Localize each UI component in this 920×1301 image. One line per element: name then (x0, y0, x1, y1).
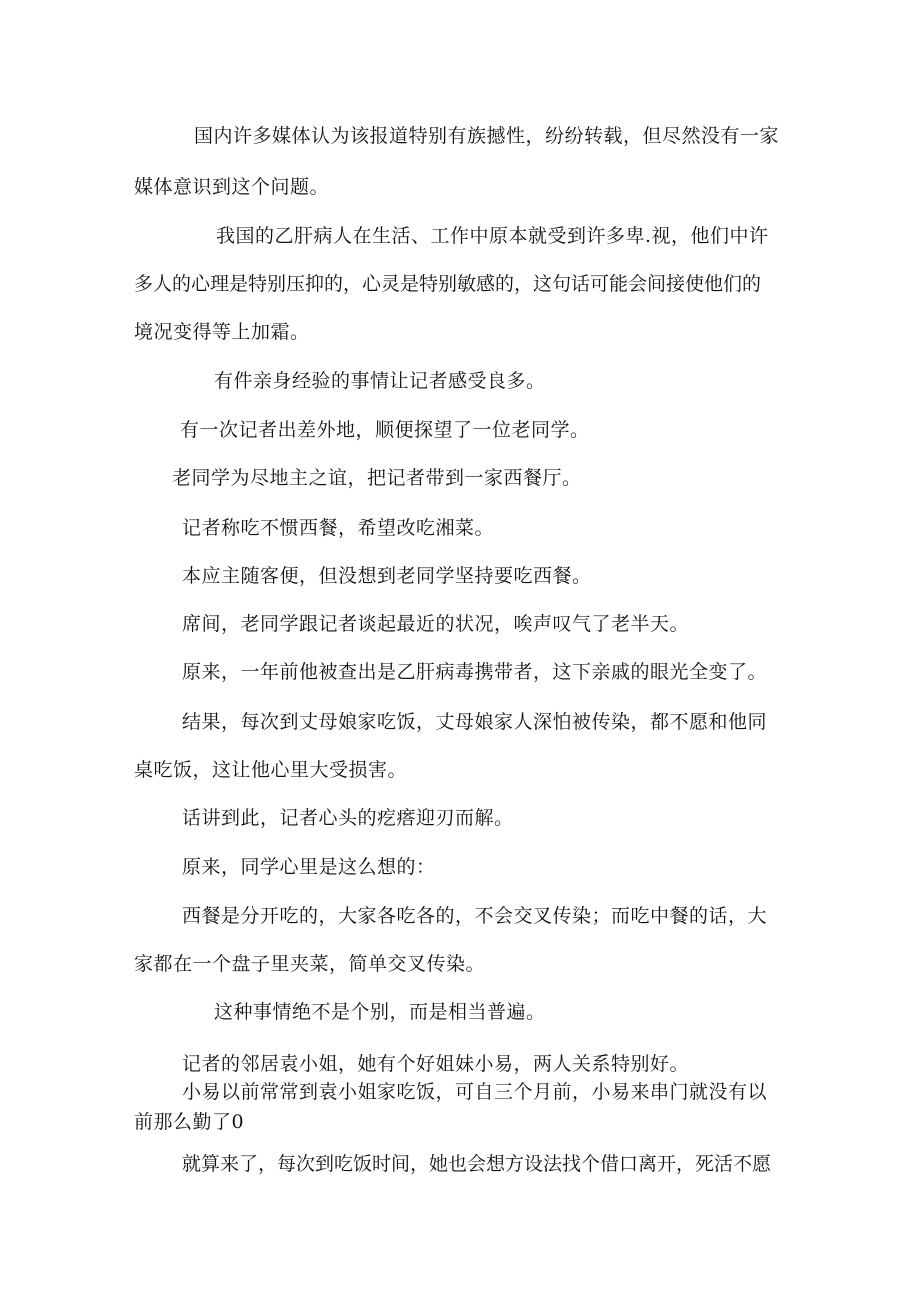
text-line: 这种事情绝不是个别，而是相当普遍。 (214, 1001, 546, 1023)
text-line: 国内许多媒体认为该报道特别有族撼性，纷纷转载，但尽然没有一家 (194, 125, 780, 147)
text-line: 老同学为尽地主之谊，把记者带到一家西餐厅。 (172, 467, 582, 489)
text-line: 有一次记者出差外地，顺便探望了一位老同学。 (180, 419, 590, 441)
text-line: 记者称吃不惯西餐，希望改吃湘菜。 (182, 517, 495, 539)
text-line: 话讲到此，记者心头的疙瘩迎刃而解。 (182, 807, 514, 829)
text-line: 席间，老同学跟记者谈起最近的状况，唉声叹气了老半天。 (182, 613, 690, 635)
text-line: 家都在一个盘子里夹菜，简单交叉传染。 (134, 953, 486, 975)
text-line: 原来，同学心里是这么想的： (182, 856, 436, 878)
text-line: 就算来了，每次到吃饭时间，她也会想方设法找个借口离开，死活不愿 (182, 1153, 772, 1175)
text-line: 有件亲身经验的事情让记者感受良多。 (214, 370, 546, 392)
text-line: 原来，一年前他被查出是乙肝病毒携带者，这下亲戚的眼光全变了。 (182, 661, 768, 683)
text-line: 西餐是分开吃的，大家各吃各的，不会交叉传染；而吃中餐的话，大 (182, 905, 768, 927)
text-line: 媒体意识到这个问题。 (134, 176, 330, 198)
text-line: 本应主随客便，但没想到老同学坚持要吃西餐。 (182, 565, 592, 587)
text-line: 桌吃饭，这让他心里大受损害。 (134, 759, 408, 781)
text-line: 多人的心理是特别压抑的，心灵是特别敏感的，这句话可能会间接使他们的 (134, 273, 762, 295)
text-line: 前那么勤了0 (134, 1111, 245, 1133)
text-line: 小易以前常常到袁小姐家吃饭，可自三个月前，小易来串门就没有以 (182, 1081, 768, 1103)
text-line: 记者的邻居袁小姐，她有个好姐妹小易，两人关系特别好。 (182, 1053, 690, 1075)
text-line: 境况变得等上加霜。 (134, 321, 310, 343)
text-line: 我国的乙肝病人在生活、工作中原本就受到许多卑.视，他们中许 (216, 225, 769, 247)
text-line: 结果，每次到丈母娘家吃饭，丈母娘家人深怕被传染，都不愿和他同 (182, 711, 768, 733)
